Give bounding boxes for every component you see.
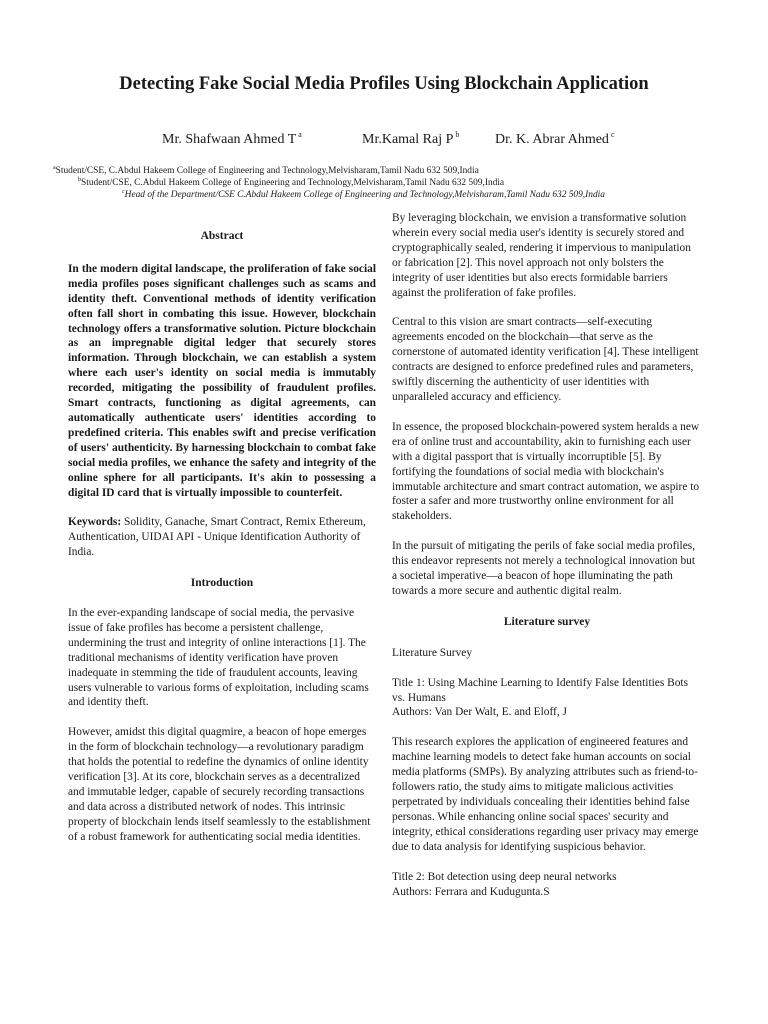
body-paragraph-4: In the pursuit of mitigating the perils of fake social media profiles, this endeavor represents not merely a technological innovation but a societal imperative—a beacon of hope illuminating the path towards a more secure and authentic digital realm.	[392, 540, 696, 597]
body-paragraph-3: In essence, the proposed blockchain-powered system heralds a new era of online trust and accountability, akin to furnishing each user with a digital passport that is virtually incorruptible [5]. By fortifying the foundations of social media with blockchain's immutable architecture and smart contract automation, we aspire to foster a safer and more trustworthy online environment for all stakeholders.	[392, 420, 700, 523]
author-name: Dr. K. Abrar Ahmed	[495, 132, 609, 147]
author-sup: b	[455, 130, 460, 139]
author-1	[162, 130, 302, 150]
reference-2-authors: Authors: Ferrara and Kudugunta.S	[392, 885, 550, 898]
right-column	[392, 211, 702, 899]
intro-paragraph-1: In the ever-expanding landscape of social media, the pervasive issue of fake profiles has become a persistent challenge, undermining the trust and integrity of online interactions [1]. The traditional mechanisms of identity verification have proven inadequate in stemming the tide of fraudulent accounts, leaving users vulnerable to various forms of exploitation, including scams and identity theft.	[68, 607, 369, 709]
author-2	[362, 130, 459, 150]
author-name: Mr. Shafwaan Ahmed T	[162, 132, 297, 147]
keywords	[68, 515, 376, 560]
keywords-text: Solidity, Ganache, Smart Contract, Remix Ethereum, Authentication, UIDAI API - Unique Identification Authority of India.	[68, 516, 366, 559]
author-list	[0, 130, 768, 150]
reference-1-title: Title 1: Using Machine Learning to Identify False Identities Bots vs. Humans	[392, 676, 689, 704]
left-column	[68, 229, 376, 845]
body-paragraph-2: Central to this vision are smart contracts—self-executing agreements encoded on the blockchain—that serve as the cornerstone of automated identity verification [4]. These intelligent contracts are designed to enforce predefined rules and parameters, swiftly discerning the authenticity of user identities with unparalleled accuracy and efficiency.	[392, 316, 699, 403]
affiliation-c	[122, 189, 605, 201]
abstract-heading: Abstract	[200, 230, 244, 242]
affiliation-sup: c	[122, 189, 125, 195]
affiliation-b	[78, 177, 504, 189]
literature-heading: Literature survey	[503, 615, 591, 628]
reference-1-body: This research explores the application of engineered features and machine learning models to detect fake human accounts on social media platforms (SMPs). By analyzing attributes such as friend-to-followers ratio, the study aims to mitigate malicious activities perpetrated by individuals concealing their identities behind false personas. While enhancing online social spaces' security and integrity, ethical considerations regarding user privacy may emerge due to data analysis for identifying suspicious behavior.	[392, 736, 699, 853]
literature-subtitle: Literature Survey	[392, 646, 473, 659]
author-3	[495, 130, 615, 150]
affiliation-sup: a	[53, 165, 56, 171]
affiliation-text: Student/CSE, C.Abdul Hakeem College of Engineering and Technology,Melvisharam,Tamil Nadu 632 509,India	[55, 166, 479, 176]
author-sup: a	[298, 130, 302, 139]
author-sup: c	[610, 130, 615, 139]
affiliation-text: Student/CSE, C.Abdul Hakeem College of Engineering and Technology,Melvisharam,Tamil Nadu 632 509,India	[81, 178, 505, 188]
author-name: Mr.Kamal Raj P	[362, 132, 454, 147]
affiliation-text: Head of the Department/CSE C.Abdul Hakeem College of Engineering and Technology,Melvisharam,Tamil Nadu 632 509,India	[124, 190, 605, 200]
introduction-heading: Introduction	[190, 577, 254, 590]
body-paragraph-1: By leveraging blockchain, we envision a transformative solution wherein every social media user's identity is securely stored and cryptographically sealed, rendering it impervious to manipulation or fabrication [2]. This novel approach not only bolsters the integrity of user identities but also erects formidable barriers against the proliferation of fake profiles.	[392, 212, 691, 299]
affiliation-sup: b	[78, 177, 81, 183]
keywords-label: Keywords:	[68, 516, 122, 529]
abstract-text: In the modern digital landscape, the proliferation of fake social media profiles poses significant challenges such as scams and identity theft. Conventional methods of identity verification often fall short in combating this issue. However, blockchain technology offers a transformative solution. Picture blockchain as an impregnable digital ledger that securely stores information. Through blockchain, we can establish a system where each user's identity on social media is immutably recorded, mitigating the possibility of fraudulent profiles. Smart contracts, functioning as digital agreements, can automatically authenticate users' identities according to predefined criteria. This enables swift and precise verification of users' authenticity. By harnessing blockchain to combat fake social media profiles, we enhance the safety and integrity of the online sphere for all participants. It's akin to possessing a digital ID card that is virtually impossible to counterfeit.	[68, 262, 376, 499]
paper-title: Detecting Fake Social Media Profiles Using Blockchain Application	[119, 74, 649, 94]
reference-2-title: Title 2: Bot detection using deep neural networks	[392, 870, 617, 883]
intro-paragraph-2: However, amidst this digital quagmire, a beacon of hope emerges in the form of blockchain technology—a revolutionary paradigm that holds the potential to redefine the dynamics of online identity verification [3]. At its core, blockchain serves as a decentralized and immutable ledger, capable of securely recording transactions and data across a distributed network of nodes. This intrinsic property of blockchain lends itself seamlessly to the establishment of a robust framework for authenticating social media identities.	[68, 726, 371, 843]
reference-1-authors: Authors: Van Der Walt, E. and Eloff, J	[392, 706, 567, 719]
affiliation-a	[53, 165, 479, 177]
